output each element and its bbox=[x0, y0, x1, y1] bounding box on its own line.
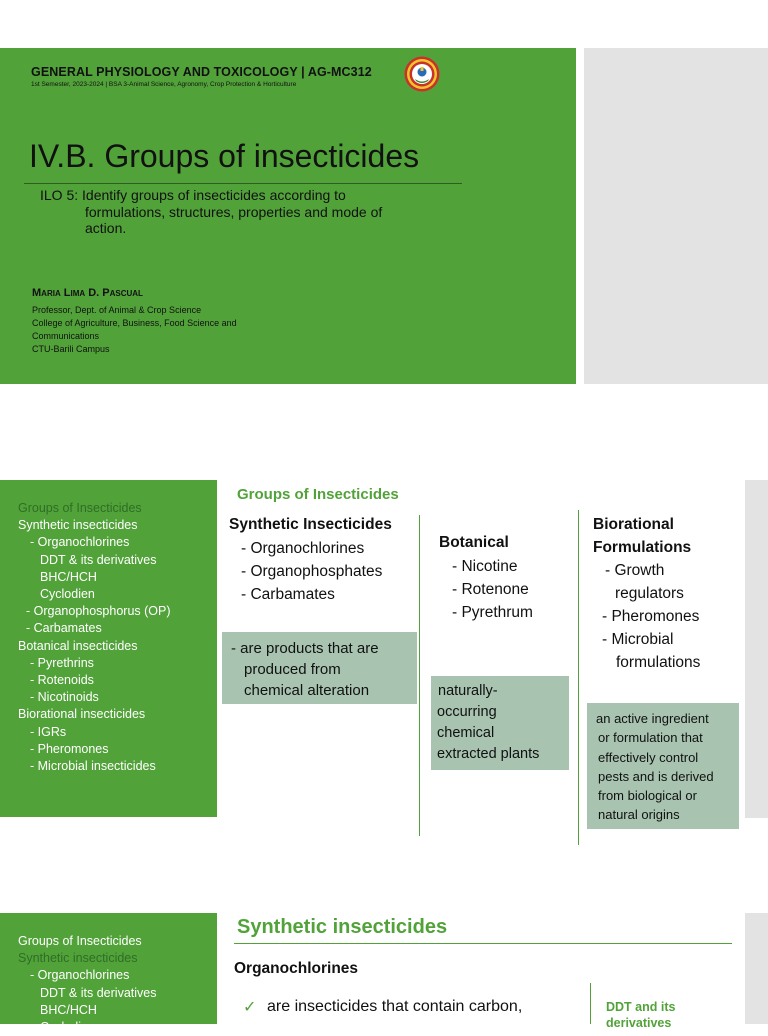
learning-outcome bbox=[40, 187, 450, 237]
list-item: - Nicotine bbox=[452, 558, 518, 575]
outline-item: BHC/HCH bbox=[40, 569, 97, 584]
definition-line: occurring bbox=[437, 704, 497, 720]
definition-line: an active ingredient bbox=[596, 711, 709, 726]
affiliation-line: Communications bbox=[32, 331, 100, 341]
university-seal-icon bbox=[404, 56, 440, 92]
outline-item: - Rotenoids bbox=[30, 673, 94, 688]
outline-item: - IGRs bbox=[30, 724, 67, 739]
heading-underline bbox=[234, 943, 732, 944]
outline-item: - Pheromones bbox=[30, 741, 109, 756]
outline-item: Biorational insecticides bbox=[18, 707, 146, 722]
author-name: Maria Lima D. Pascual bbox=[32, 287, 143, 299]
affiliation-line: Professor, Dept. of Animal & Crop Science bbox=[32, 305, 202, 315]
side-note-line: derivatives bbox=[606, 1016, 672, 1030]
list-item: - Rotenone bbox=[452, 581, 529, 598]
biorational-list bbox=[602, 559, 700, 674]
list-item: regulators bbox=[615, 585, 684, 602]
course-title: GENERAL PHYSIOLOGY AND TOXICOLOGY | AG-MC312 bbox=[31, 65, 372, 79]
outline-item: Cyclodien bbox=[40, 1020, 95, 1035]
definition-line: natural origins bbox=[598, 807, 680, 823]
biorational-definition-box bbox=[587, 703, 739, 829]
column-divider bbox=[590, 983, 591, 1024]
outline-item: Groups of Insecticides bbox=[18, 934, 142, 948]
outline-item: - Carbamates bbox=[26, 621, 102, 636]
affiliation-line: CTU-Barili Campus bbox=[32, 344, 110, 354]
definition-line: produced from bbox=[244, 661, 341, 678]
side-note-line: DDT and its bbox=[606, 1000, 676, 1014]
outline-item: Botanical insecticides bbox=[18, 638, 138, 653]
outline-item-active: Groups of Insecticides bbox=[18, 501, 142, 515]
section-heading: Groups of Insecticides bbox=[237, 486, 399, 503]
subheading: Organochlorines bbox=[234, 960, 359, 977]
course-subtitle: 1st Semester, 2023-2024 | BSA 3-Animal Science, Agronomy, Crop Protection & Horticulture bbox=[31, 81, 297, 88]
outline-item: Synthetic insecticides bbox=[18, 518, 138, 533]
ilo-line: formulations, structures, properties and mode of bbox=[85, 203, 383, 220]
definition-line: pests and is derived bbox=[598, 768, 714, 784]
synthetic-list bbox=[241, 537, 382, 606]
botanical-list bbox=[452, 555, 533, 624]
column-title-line: Biorational bbox=[593, 516, 674, 533]
synthetic-definition-box bbox=[222, 632, 417, 704]
definition-line: from biological or bbox=[598, 788, 697, 804]
definition-line: chemical alteration bbox=[244, 682, 370, 699]
definition-line: naturally- bbox=[438, 683, 498, 699]
title-divider bbox=[24, 183, 462, 184]
bullet-text: are insecticides that contain carbon, bbox=[267, 998, 523, 1015]
outline-item: Cyclodien bbox=[40, 587, 95, 602]
list-item: - Pyrethrum bbox=[452, 604, 533, 621]
outline-item: BHC/HCH bbox=[40, 1002, 97, 1017]
definition-line: or formulation that bbox=[598, 730, 703, 746]
section-heading: Synthetic insecticides bbox=[237, 916, 448, 938]
outline-list bbox=[18, 500, 171, 775]
affiliation-line: College of Agriculture, Business, Food Science and bbox=[32, 318, 237, 328]
definition-line: - are products that are bbox=[231, 640, 379, 657]
botanical-definition-box bbox=[431, 676, 569, 770]
outline-item: - Organochlorines bbox=[30, 968, 130, 983]
ilo-line: ILO 5: Identify groups of insecticides according to bbox=[40, 187, 346, 203]
outline-item: DDT & its derivatives bbox=[40, 985, 157, 1000]
outline-list bbox=[18, 933, 156, 1036]
column-title-line: Formulations bbox=[593, 539, 692, 556]
biorational-column-title bbox=[593, 513, 691, 559]
list-item: formulations bbox=[616, 654, 701, 671]
list-item: - Carbamates bbox=[241, 586, 335, 603]
definition-line: chemical bbox=[437, 725, 495, 741]
list-item: - Organophosphates bbox=[241, 563, 383, 580]
outline-item: - Organochlorines bbox=[30, 535, 130, 550]
author-affiliation bbox=[32, 304, 282, 356]
definition-line: extracted plants bbox=[437, 746, 540, 762]
botanical-column-title: Botanical bbox=[439, 534, 509, 551]
slide2-gray-edge bbox=[745, 480, 768, 818]
slide-title: IV.B. Groups of insecticides bbox=[29, 138, 420, 174]
outline-item: DDT & its derivatives bbox=[40, 552, 157, 567]
list-item: - Growth bbox=[605, 562, 665, 579]
column-divider bbox=[578, 510, 579, 845]
outline-item-active: Synthetic insecticides bbox=[18, 951, 138, 966]
list-item: - Pheromones bbox=[602, 608, 700, 625]
column-divider bbox=[419, 515, 420, 836]
side-note bbox=[606, 999, 716, 1031]
list-item: - Microbial bbox=[602, 631, 674, 648]
synthetic-column-title: Synthetic Insecticides bbox=[229, 516, 392, 533]
outline-item: - Pyrethrins bbox=[30, 655, 94, 670]
list-item: - Organochlorines bbox=[241, 540, 365, 557]
checkmark-icon: ✓ bbox=[243, 999, 257, 1016]
slide3-gray-edge bbox=[745, 913, 768, 1024]
outline-item: - Microbial insecticides bbox=[30, 759, 156, 774]
slide1-gray-panel bbox=[584, 48, 768, 384]
outline-item: - Nicotinoids bbox=[30, 690, 99, 705]
outline-item: - Organophosphorus (OP) bbox=[26, 604, 171, 619]
ilo-line: action. bbox=[85, 220, 127, 236]
definition-line: effectively control bbox=[598, 749, 699, 765]
